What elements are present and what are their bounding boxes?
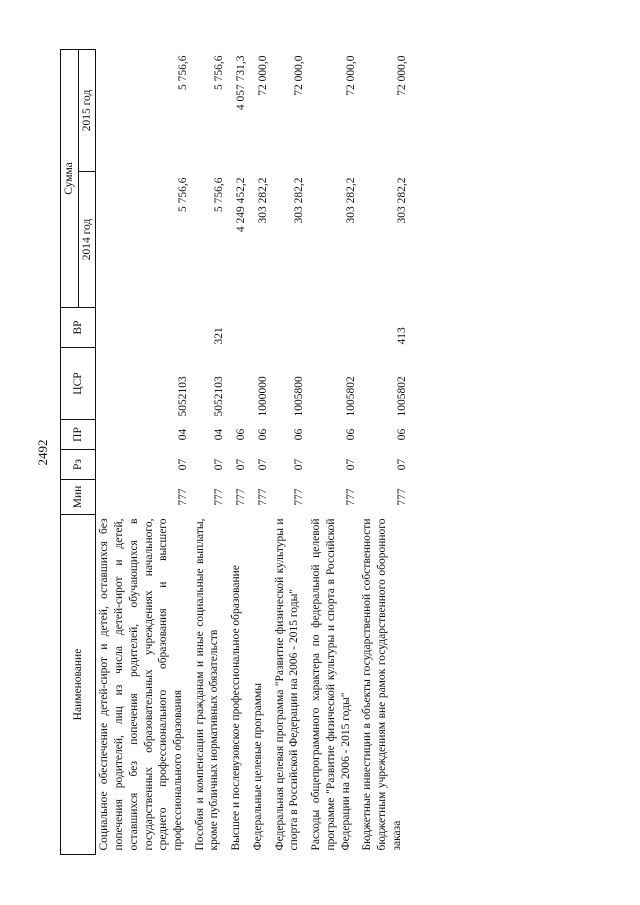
row-name: Расходы общепрограммного характера по федеральной целевой программе "Развитие физической культуры и спорта в Российской Федерации на 2006 - 2015 годы" [310, 518, 352, 851]
header-sum: Сумма [61, 49, 79, 307]
row-rz: 07 [235, 458, 248, 471]
row-pr: 06 [293, 428, 306, 441]
row-vr: 321 [213, 327, 226, 345]
table-row [359, 49, 410, 854]
header-rz: Рз [61, 450, 96, 480]
row-amount-2014: 4 249 452,2 [235, 177, 248, 233]
rotated-page [60, 50, 530, 855]
table-row [228, 49, 250, 854]
table-row [96, 49, 192, 854]
row-csr: 1005802 [395, 376, 408, 417]
table-row [250, 49, 272, 854]
row-min: 777 [177, 488, 190, 506]
row-name: Пособия и компенсации гражданам и иные социальные выплаты, кроме публичных нормативных обязательств [193, 518, 221, 851]
row-name: Социальное обеспечение детей-сирот и детей, оставшихся без попечения родителей, лиц из числа детей-сирот и детей, оставшихся без попечения родителей, обучающихся в государственных образовательных учреждениях начального, среднего профессионального образования и высшего профессионального образования [98, 518, 185, 851]
row-amount-2015: 72 000,0 [256, 55, 269, 96]
header-pr: ПР [61, 420, 96, 450]
header-vr: ВР [61, 308, 96, 348]
header-csr: ЦСР [61, 348, 96, 420]
row-amount-2014: 5 756,6 [177, 177, 190, 212]
table-header [61, 49, 96, 854]
row-name: Бюджетные инвестиции в объекты государственной собственности бюджетным учреждениям вне рамок государственного оборонного заказа [361, 518, 403, 851]
row-csr: 1005800 [293, 376, 306, 417]
row-amount-2014: 303 282,2 [293, 177, 306, 224]
row-vr [96, 308, 192, 348]
row-pr: 06 [235, 428, 248, 441]
row-csr [228, 348, 250, 420]
row-pr: 06 [256, 428, 269, 441]
row-csr: 5052103 [213, 376, 226, 417]
row-min: 777 [293, 488, 306, 506]
row-pr: 04 [177, 428, 190, 441]
row-pr: 06 [344, 428, 357, 441]
row-min: 777 [256, 488, 269, 506]
row-rz: 07 [293, 458, 306, 471]
row-amount-2015: 72 000,0 [293, 55, 306, 96]
row-rz: 07 [213, 458, 226, 471]
budget-table [60, 49, 410, 855]
row-amount-2015: 72 000,0 [395, 55, 408, 96]
row-amount-2014: 303 282,2 [344, 177, 357, 224]
row-csr: 1000000 [256, 376, 269, 417]
row-name: Федеральные целевые программы [251, 682, 264, 851]
row-amount-2015: 72 000,0 [344, 55, 357, 96]
row-vr [308, 308, 359, 348]
row-min: 777 [344, 488, 357, 506]
row-pr: 04 [213, 428, 226, 441]
table-body [96, 49, 410, 854]
row-rz: 07 [395, 458, 408, 471]
page-number: 2492 [35, 439, 50, 466]
row-vr [228, 308, 250, 348]
row-amount-2014: 5 756,6 [213, 177, 226, 212]
row-amount-2015: 5 756,6 [177, 55, 190, 90]
row-vr: 413 [395, 327, 408, 345]
header-2014: 2014 год [78, 172, 96, 308]
row-rz: 07 [177, 458, 190, 471]
header-min: Мин [61, 480, 96, 515]
row-vr [250, 308, 272, 348]
row-rz: 07 [344, 458, 357, 471]
row-csr: 1005802 [344, 376, 357, 417]
row-rz: 07 [256, 458, 269, 471]
row-vr [272, 308, 308, 348]
row-min: 777 [235, 488, 248, 506]
header-name: Наименование [61, 515, 96, 855]
row-name: Федеральная целевая программа "Развитие физической культуры и спорта в Российской Федерации на 2006 - 2015 годы" [273, 518, 301, 851]
row-csr: 5052103 [177, 376, 190, 417]
table-row [272, 49, 308, 854]
row-amount-2015: 4 057 731,3 [235, 55, 248, 111]
row-amount-2015: 5 756,6 [213, 55, 226, 90]
row-amount-2014: 303 282,2 [256, 177, 269, 224]
table-row [192, 49, 228, 854]
row-amount-2014: 303 282,2 [395, 177, 408, 224]
header-2015: 2015 год [78, 49, 96, 171]
table-row [308, 49, 359, 854]
row-pr: 06 [395, 428, 408, 441]
row-min: 777 [213, 488, 226, 506]
row-min: 777 [395, 488, 408, 506]
row-name: Высшее и послевузовское профессиональное образование [230, 565, 243, 851]
